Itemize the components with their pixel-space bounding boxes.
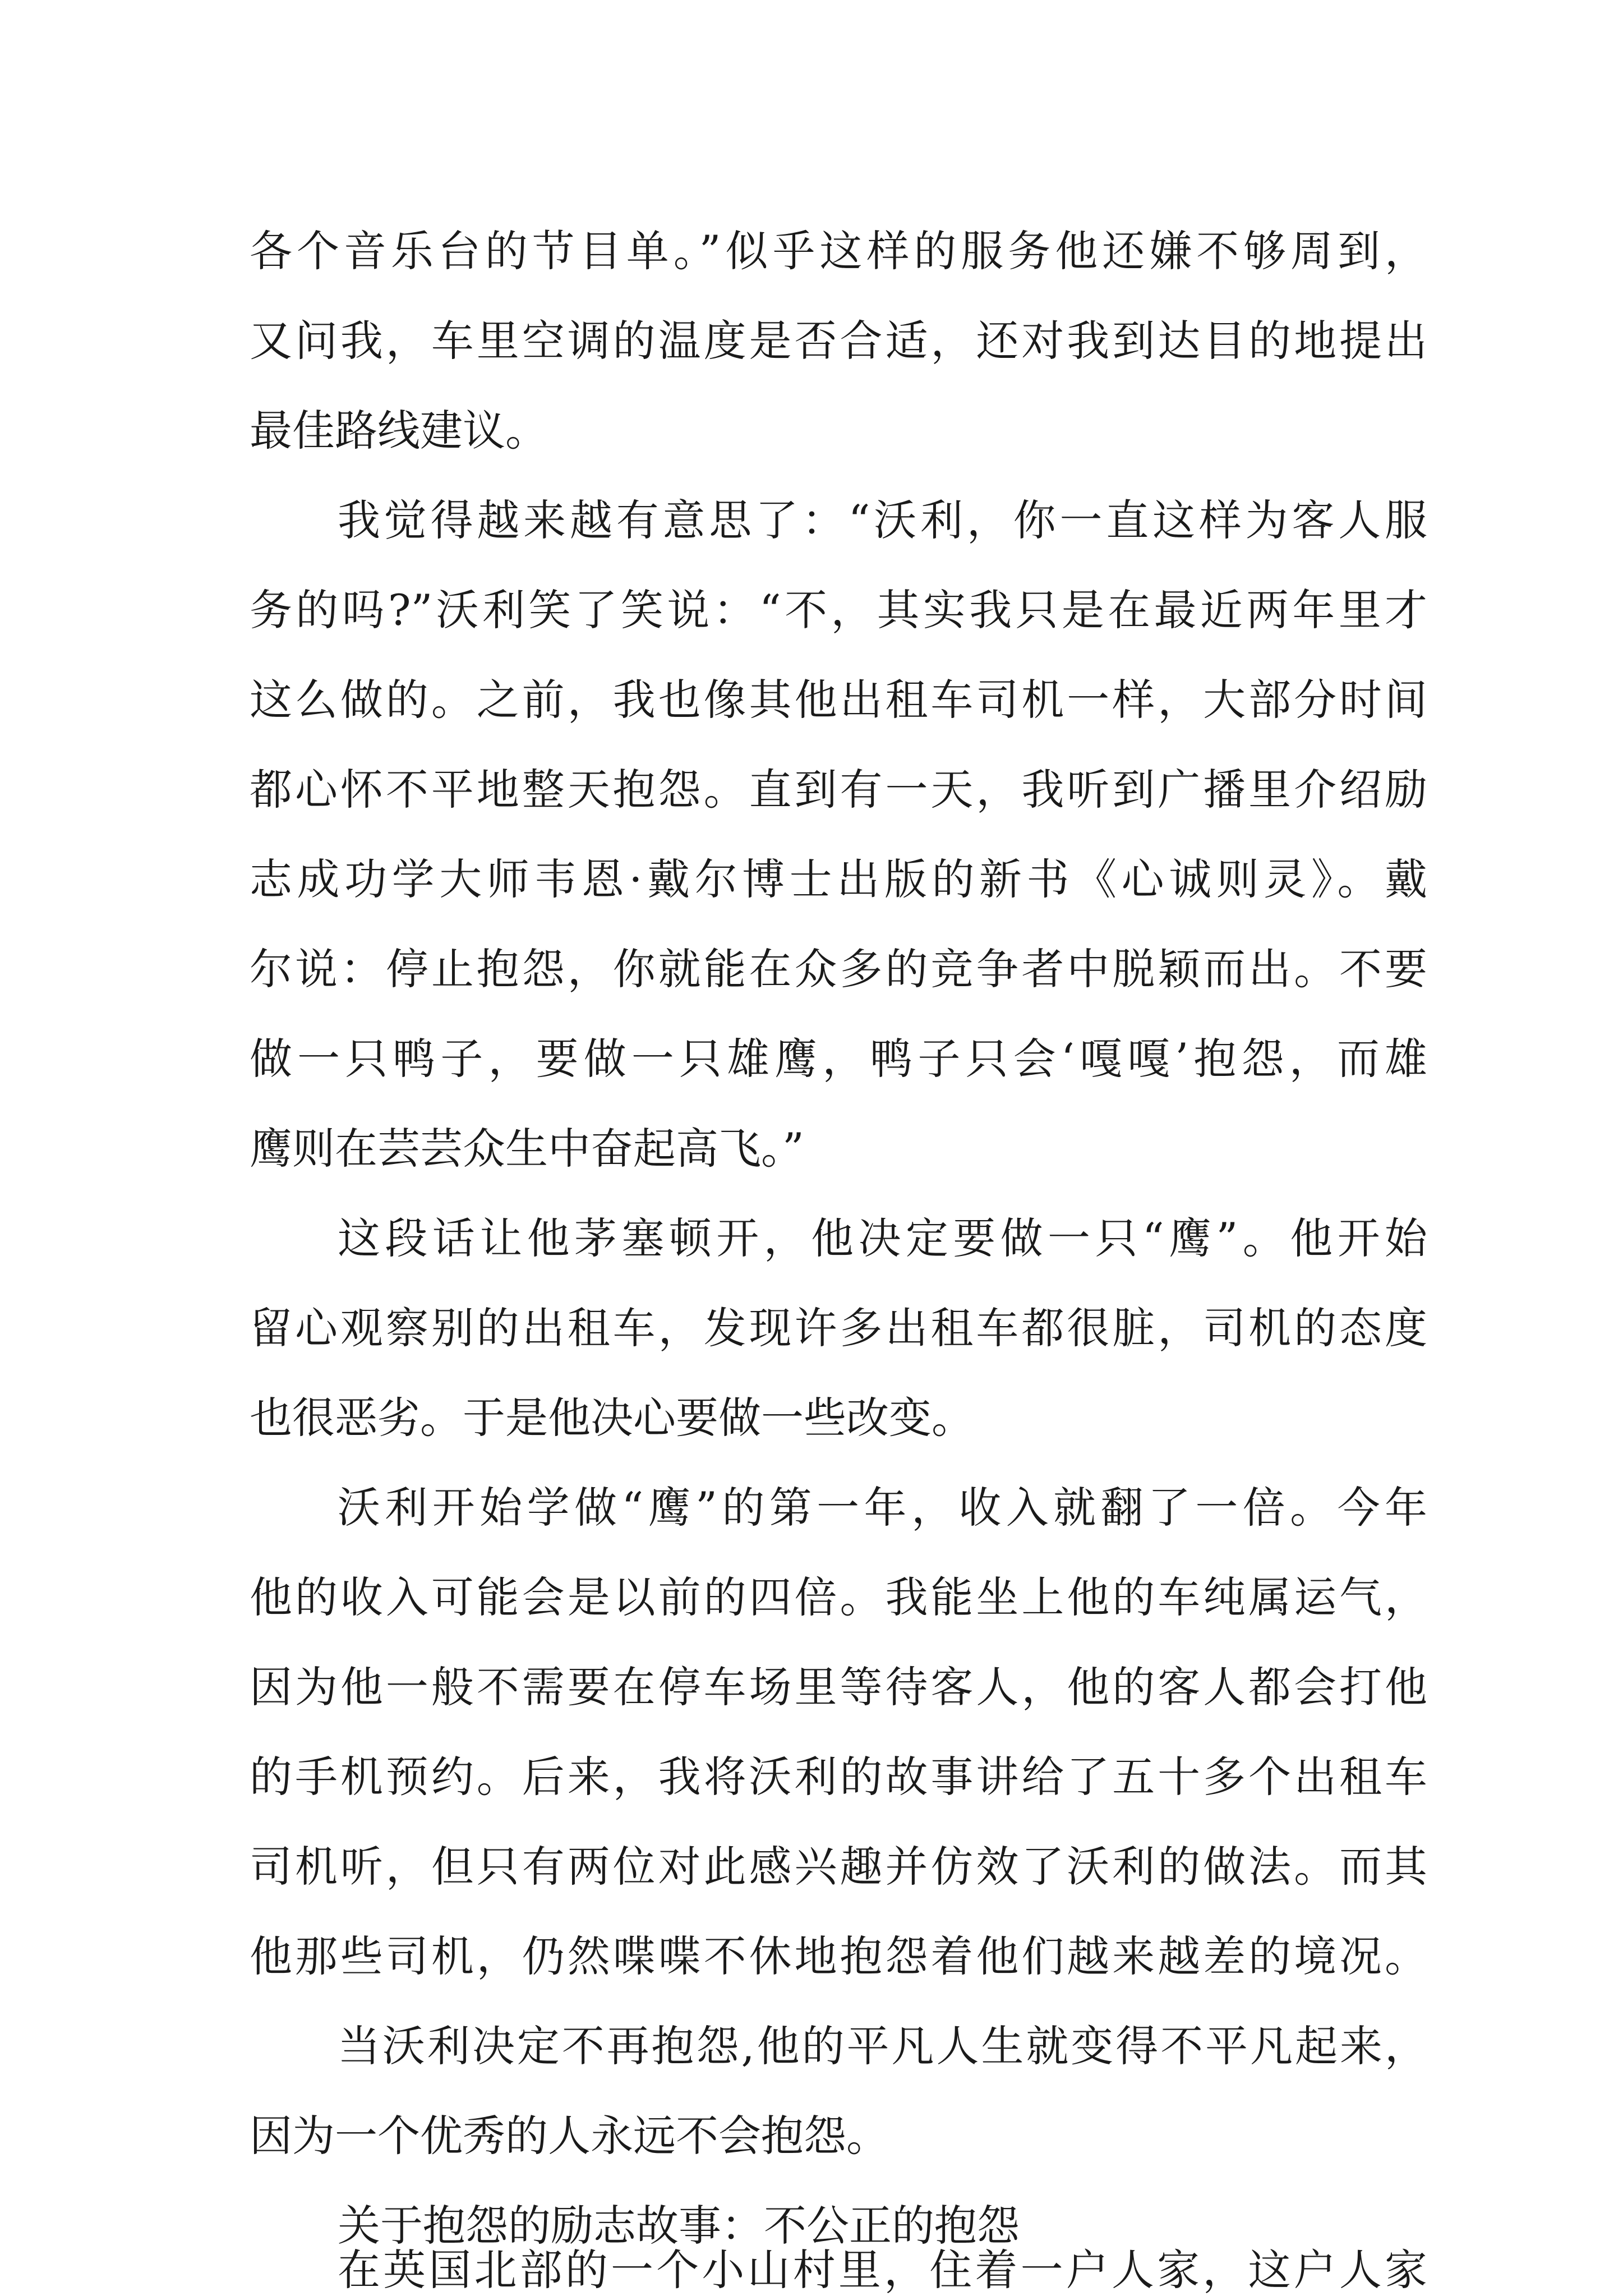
text-line: 又问我，车里空调的温度是否合适，还对我到达目的地提出 <box>250 316 1427 366</box>
paragraph-first-line: 沃利开始学做“鹰”的第一年，收入就翻了一倍。今年 <box>338 1483 1427 1533</box>
text-line: 司机听，但只有两位对此感兴趣并仿效了沃利的做法。而其 <box>250 1842 1427 1892</box>
text-line: 的手机预约。后来，我将沃利的故事讲给了五十多个出租车 <box>250 1752 1427 1802</box>
text-line: 尔说：停止抱怨，你就能在众多的竞争者中脱颖而出。不要 <box>250 944 1427 994</box>
text-line: 因为他一般不需要在停车场里等待客人，他的客人都会打他 <box>250 1662 1427 1712</box>
text-line: 最佳路线建议。 <box>250 406 548 455</box>
paragraph-first-line: 在英国北部的一个小山村里，住着一户人家，这户人家 <box>338 2245 1427 2295</box>
paragraph-first-line: 当沃利决定不再抱怨,他的平凡人生就变得不平凡起来， <box>338 2021 1427 2071</box>
text-line: 这么做的。之前，我也像其他出租车司机一样，大部分时间 <box>250 675 1427 725</box>
text-line: 志成功学大师韦恩·戴尔博士出版的新书《心诚则灵》。戴 <box>250 854 1427 904</box>
text-line: 务的吗?”沃利笑了笑说：“不，其实我只是在最近两年里才 <box>250 585 1427 635</box>
text-line: 都心怀不平地整天抱怨。直到有一天，我听到广播里介绍励 <box>250 765 1427 815</box>
text-line: 鹰则在芸芸众生中奋起高飞。” <box>250 1124 804 1174</box>
paragraph-first-line: 这段话让他茅塞顿开，他决定要做一只“鹰”。他开始 <box>338 1213 1427 1263</box>
text-line: 他的收入可能会是以前的四倍。我能坐上他的车纯属运气， <box>250 1572 1427 1622</box>
text-line: 各个音乐台的节目单。”似乎这样的服务他还嫌不够周到， <box>250 226 1427 276</box>
text-line: 留心观察别的出租车，发现许多出租车都很脏，司机的态度 <box>250 1303 1427 1353</box>
section-heading: 关于抱怨的励志故事：不公正的抱怨 <box>338 2201 1020 2251</box>
text-line: 也很恶劣。于是他决心要做一些改变。 <box>250 1393 974 1443</box>
text-line: 做一只鸭子，要做一只雄鹰，鸭子只会‘嘎嘎’抱怨，而雄 <box>250 1034 1427 1084</box>
text-line: 他那些司机，仍然喋喋不休地抱怨着他们越来越差的境况。 <box>250 1931 1427 1981</box>
paragraph-first-line: 我觉得越来越有意思了：“沃利，你一直这样为客人服 <box>338 495 1427 545</box>
text-line: 因为一个优秀的人永远不会抱怨。 <box>250 2111 889 2161</box>
